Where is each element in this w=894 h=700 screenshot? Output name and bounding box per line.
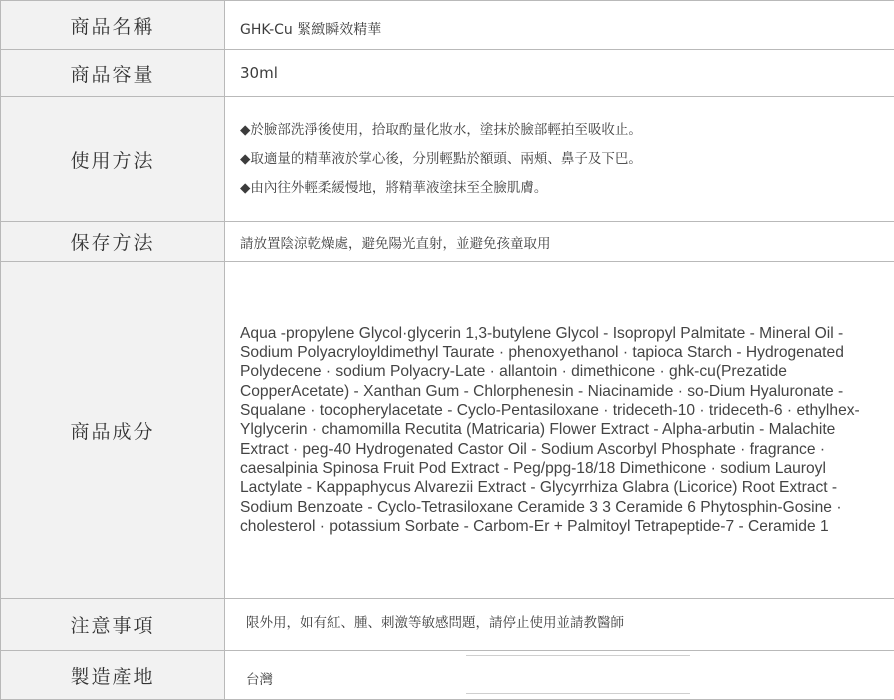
label-origin: 製造產地 bbox=[0, 651, 225, 699]
value-origin: 台灣 bbox=[246, 672, 273, 688]
label-storage: 保存方法 bbox=[0, 222, 225, 261]
spec-row-storage bbox=[0, 221, 894, 261]
label-usage: 使用方法 bbox=[0, 97, 225, 221]
value-storage: 請放置陰涼乾燥處，避免陽光直射，並避免孩童取用 bbox=[240, 235, 551, 252]
divider bbox=[466, 655, 690, 656]
spec-row-volume bbox=[0, 49, 894, 96]
spec-row-usage bbox=[0, 96, 894, 221]
label-product-name: 商品名稱 bbox=[0, 1, 225, 49]
spec-row-ingredients bbox=[0, 261, 894, 598]
usage-step: ◆取適量的精華液於掌心後，分別輕點於額頭、兩頰、鼻子及下巴。 bbox=[240, 151, 642, 167]
value-ingredients bbox=[226, 262, 894, 598]
value-usage bbox=[226, 97, 894, 221]
usage-step: ◆由內往外輕柔緩慢地，將精華液塗抹至全臉肌膚。 bbox=[240, 180, 548, 196]
label-ingredients: 商品成分 bbox=[0, 262, 225, 598]
usage-step: ◆於臉部洗淨後使用，拾取酌量化妝水，塗抹於臉部輕拍至吸收止。 bbox=[240, 122, 642, 138]
value-product-name: GHK-Cu 緊緻瞬效精華 bbox=[240, 22, 382, 38]
label-volume: 商品容量 bbox=[0, 50, 225, 96]
divider bbox=[466, 693, 690, 694]
spec-row-caution bbox=[0, 598, 894, 650]
ingredients-text: Aqua -propylene Glycol·glycerin 1,3-butylene Glycol - Isopropyl Palmitate - Mineral Oil - Sodium Polyacryloyldimethyl Taurate · phenoxyethanol · tapioca Starch - Hydrogenated Polydecene · sodium Polyacry-Late · allantoin · dimethicone · ghk-cu(Prezatide CopperAcetate) - Xanthan Gum - Chlorphenesin - Niacinamide · so-Dium Hyaluronate - Squalane · tocopherylacetate - Cyclo-Pentasiloxane · trideceth-10 · trideceth-6 · ethylhex-Ylglycerin · chamomilla Recutita (Matricaria) Flower Extract - Alpha-arbutin - Malachite Extract · peg-40 Hydrogenated Castor Oil - Sodium Ascorbyl Phosphate · fragrance · caesalpinia Spinosa Fruit Pod Extract - Peg/ppg-18/18 Dimethicone · sodium Lauroyl Lactylate - Kappaphycus Alvarezii Extract - Glycyrrhiza Glabra (Licorice) Root Extract - Sodium Benzoate - Cyclo-Tetrasiloxane Ceramide 3 3 Ceramide 6 Phytosphin-Gosine · cholesterol · potassium Sorbate - Carbom-Er + Palmitoyl Tetrapeptide-7 - Ceramide 1 bbox=[240, 324, 860, 535]
value-volume: 30ml bbox=[240, 64, 278, 82]
label-caution: 注意事項 bbox=[0, 599, 225, 650]
spec-row-origin bbox=[0, 650, 894, 700]
spec-row-product-name bbox=[0, 0, 894, 49]
value-caution: 限外用，如有紅、腫、刺激等敏感問題，請停止使用並請教醫師 bbox=[246, 614, 624, 631]
